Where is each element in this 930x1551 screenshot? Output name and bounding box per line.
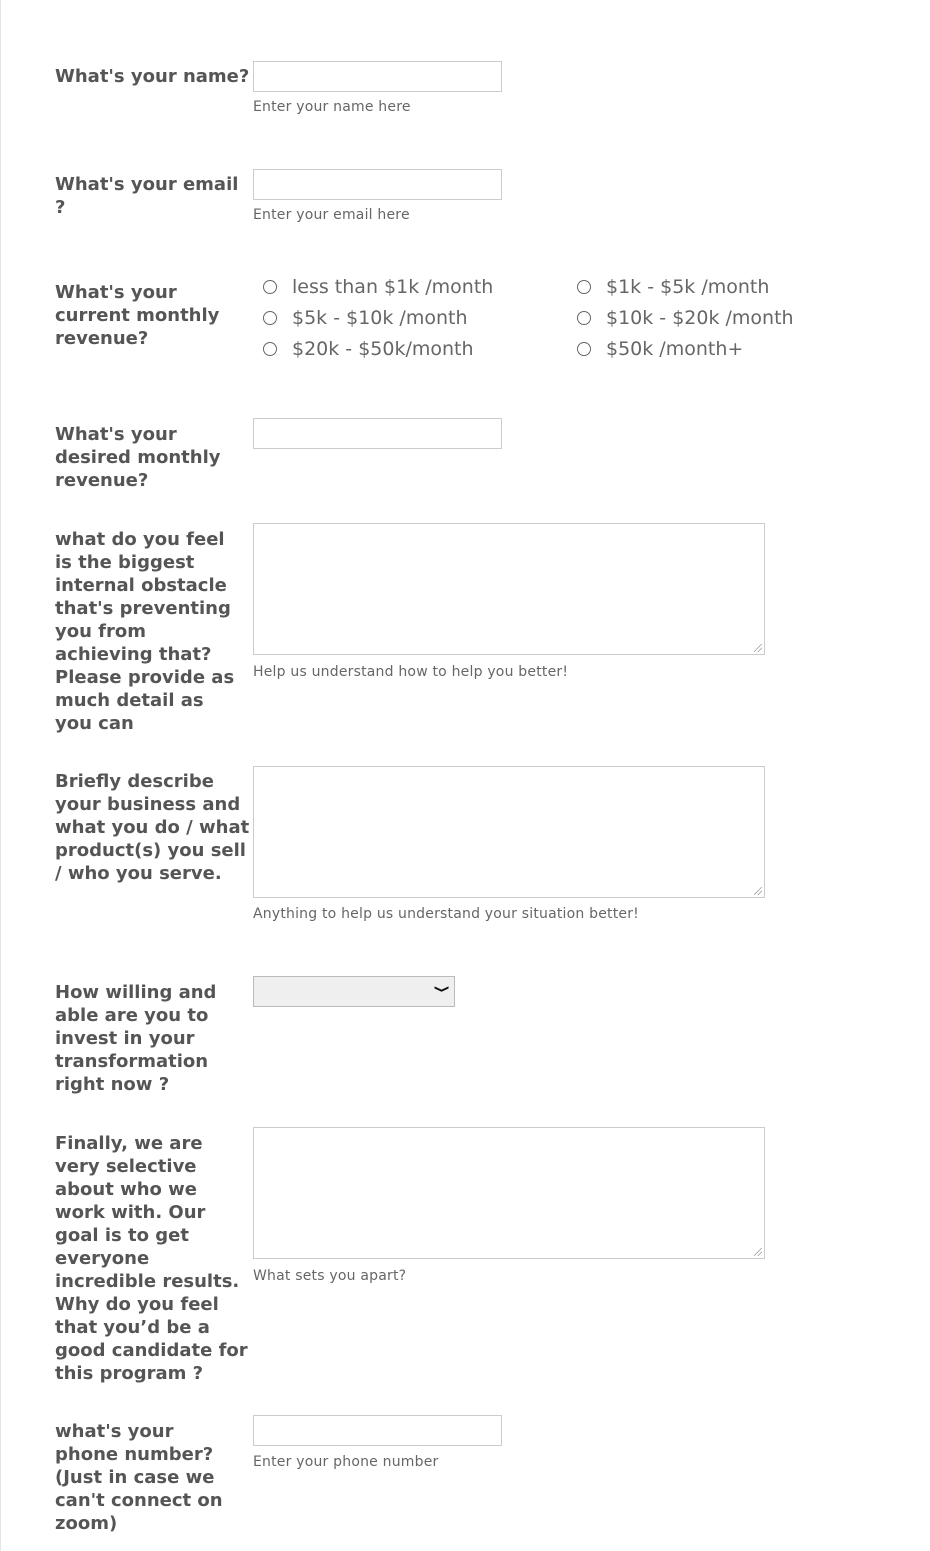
- email-label: What's your email ?: [55, 174, 239, 218]
- business-help: Anything to help us understand your situation better!: [253, 906, 639, 922]
- phone-label: what's your phone number? (Just in case we can't connect on zoom): [55, 1421, 223, 1534]
- radio-label: $10k - $20k /month: [606, 307, 794, 329]
- radio-circle-icon: [263, 311, 277, 325]
- radio-label: less than $1k /month: [292, 276, 494, 298]
- radio-option[interactable]: [263, 307, 468, 329]
- phone-help: Enter your phone number: [253, 1454, 439, 1470]
- radio-label: $1k - $5k /month: [606, 276, 770, 298]
- phone-input[interactable]: [253, 1415, 502, 1446]
- radio-label: $20k - $50k/month: [292, 338, 474, 360]
- business-label: Briefly describe your business and what you do / what product(s) you sell / who you serve.: [55, 771, 250, 884]
- obstacle-textarea[interactable]: [253, 523, 765, 655]
- candidate-textarea[interactable]: [253, 1127, 765, 1259]
- current-revenue-label: What's your current monthly revenue?: [55, 282, 220, 349]
- obstacle-label: what do you feel is the biggest internal obstacle that's preventing you from achieving that? Please provide as much detail as you can: [55, 529, 235, 734]
- radio-option[interactable]: [577, 307, 794, 329]
- radio-option[interactable]: [577, 338, 743, 360]
- chevron-down-icon: ❯: [434, 984, 451, 994]
- radio-circle-icon: [263, 280, 277, 294]
- invest-label: How willing and able are you to invest in your transformation right now ?: [55, 982, 217, 1095]
- radio-option[interactable]: [263, 338, 474, 360]
- radio-option[interactable]: [263, 276, 493, 298]
- name-label: What's your name?: [55, 66, 250, 87]
- name-input[interactable]: [253, 61, 502, 92]
- page-edge: [0, 0, 1, 1551]
- candidate-help: What sets you apart?: [253, 1268, 407, 1284]
- radio-option[interactable]: [577, 276, 769, 298]
- radio-circle-icon: [577, 280, 591, 294]
- invest-select[interactable]: [253, 976, 455, 1007]
- email-help: Enter your email here: [253, 207, 410, 223]
- radio-circle-icon: [577, 342, 591, 356]
- email-input[interactable]: [253, 169, 502, 200]
- desired-revenue-label: What's your desired monthly revenue?: [55, 424, 221, 491]
- radio-circle-icon: [577, 311, 591, 325]
- candidate-label: Finally, we are very selective about who we work with. Our goal is to get everyone incredible results. Why do you feel that you’d be a good candidate for this program ?: [55, 1133, 248, 1384]
- radio-label: $5k - $10k /month: [292, 307, 468, 329]
- desired-revenue-input[interactable]: [253, 418, 502, 449]
- business-textarea[interactable]: [253, 766, 765, 898]
- radio-circle-icon: [263, 342, 277, 356]
- obstacle-help: Help us understand how to help you better!: [253, 664, 569, 680]
- name-help: Enter your name here: [253, 99, 411, 115]
- radio-label: $50k /month+: [606, 338, 744, 360]
